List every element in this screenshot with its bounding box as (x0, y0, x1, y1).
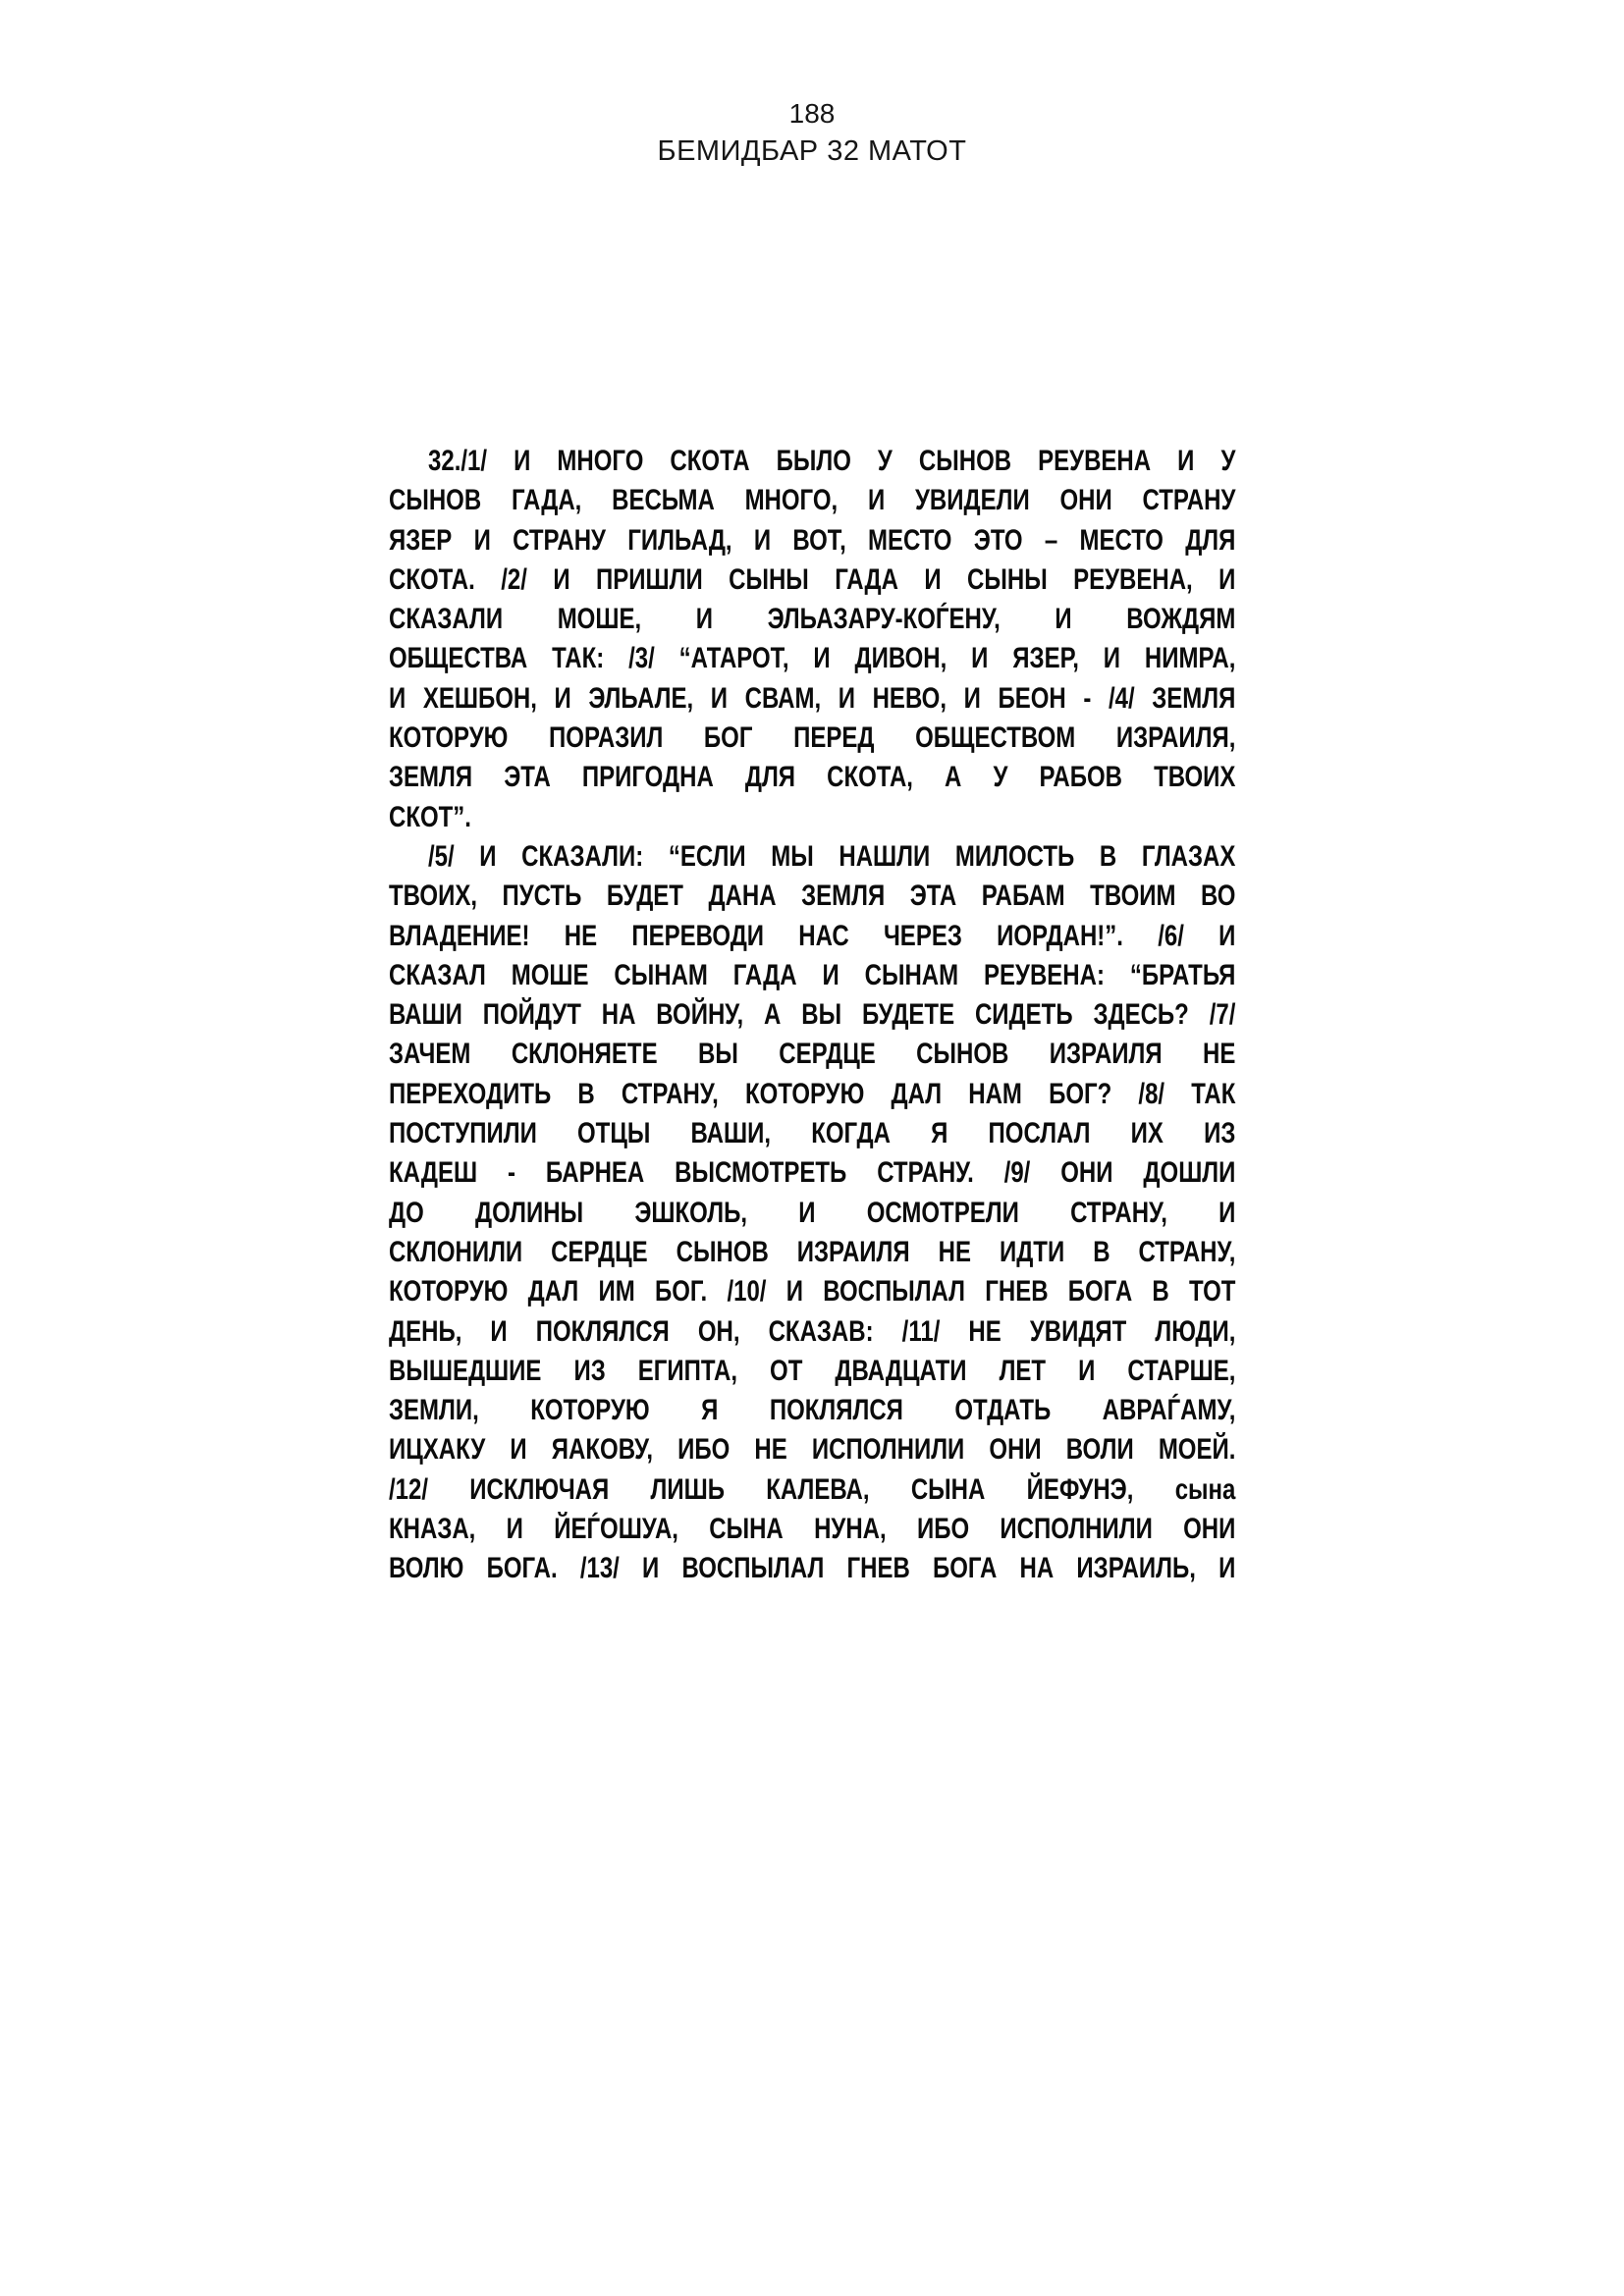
paragraph (389, 442, 1235, 837)
text-line: ИЦХАКУ И ЯАКОВУ, ИБО НЕ ИСПОЛНИЛИ ОНИ ВОЛИ МОЕЙ. (389, 1433, 1236, 1467)
text-line: КОТОРУЮ ПОРАЗИЛ БОГ ПЕРЕД ОБЩЕСТВОМ ИЗРАИЛЯ, (389, 721, 1236, 755)
text-line: ПЕРЕХОДИТЬ В СТРАНУ, КОТОРУЮ ДАЛ НАМ БОГ? /8/ ТАК (389, 1077, 1236, 1110)
text-line: ПОСТУПИЛИ ОТЦЫ ВАШИ, КОГДА Я ПОСЛАЛ ИХ ИЗ (389, 1117, 1236, 1150)
text-line: ЗАЧЕМ СКЛОНЯЕТЕ ВЫ СЕРДЦЕ СЫНОВ ИЗРАИЛЯ НЕ (389, 1038, 1236, 1071)
text-line: СЫНОВ ГАДА, ВЕСЬМА МНОГО, И УВИДЕЛИ ОНИ СТРАНУ (389, 484, 1236, 517)
text-line: ВОЛЮ БОГА. /13/ И ВОСПЫЛАЛ ГНЕВ БОГА НА ИЗРАИЛЬ, И (389, 1552, 1236, 1585)
text-line: СКАЗАЛИ МОШЕ, И ЭЛЬАЗАРУ-КОЃЕНУ, И ВОЖДЯМ (389, 603, 1236, 636)
text-line: ВЛАДЕНИЕ! НЕ ПЕРЕВОДИ НАС ЧЕРЕЗ ИОРДАН!”. /6/ И (389, 919, 1236, 952)
text-line: И ХЕШБОН, И ЭЛЬАЛЕ, И СВАМ, И НЕВО, И БЕОН - /4/ ЗЕМЛЯ (389, 681, 1236, 715)
text-line: ДО ДОЛИНЫ ЭШКОЛЬ, И ОСМОТРЕЛИ СТРАНУ, И (389, 1196, 1236, 1229)
text-line: ВЫШЕДШИЕ ИЗ ЕГИПТА, ОТ ДВАДЦАТИ ЛЕТ И СТАРШЕ, (389, 1354, 1236, 1387)
text-line: СКОТА. /2/ И ПРИШЛИ СЫНЫ ГАДА И СЫНЫ РЕУВЕНА, И (389, 562, 1236, 596)
text-line: ЗЕМЛИ, КОТОРУЮ Я ПОКЛЯЛСЯ ОТДАТЬ АВРАЃАМУ, (389, 1394, 1236, 1427)
page-number: 188 (788, 98, 836, 129)
text-line: /12/ ИСКЛЮЧАЯ ЛИШЬ КАЛЕВА, СЫНА ЙЕФУНЭ, сына (389, 1472, 1236, 1506)
text-line: КНАЗА, И ЙЕЃОШУА, СЫНА НУНА, ИБО ИСПОЛНИЛИ ОНИ (389, 1513, 1236, 1546)
text-line: КОТОРУЮ ДАЛ ИМ БОГ. /10/ И ВОСПЫЛАЛ ГНЕВ БОГА В ТОТ (389, 1275, 1236, 1308)
text-line: СКАЗАЛ МОШЕ СЫНАМ ГАДА И СЫНАМ РЕУВЕНА: “БРАТЬЯ (389, 958, 1236, 991)
text-line: 32./1/ И МНОГО СКОТА БЫЛО У СЫНОВ РЕУВЕНА И У (428, 445, 1236, 477)
text-block (389, 442, 1235, 1589)
text-line: ДЕНЬ, И ПОКЛЯЛСЯ ОН, СКАЗАВ: /11/ НЕ УВИДЯТ ЛЮДИ, (389, 1314, 1236, 1348)
text-line: /5/ И СКАЗАЛИ: “ЕСЛИ МЫ НАШЛИ МИЛОСТЬ В ГЛАЗАХ (428, 839, 1236, 873)
paragraph (389, 837, 1235, 1589)
text-line: ТВОИХ, ПУСТЬ БУДЕТ ДАНА ЗЕМЛЯ ЭТА РАБАМ ТВОИМ ВО (389, 880, 1236, 913)
text-line: ОБЩЕСТВА ТАК: /3/ “АТАРОТ, И ДИВОН, И ЯЗЕР, И НИМРА, (389, 642, 1236, 675)
text-line: ВАШИ ПОЙДУТ НА ВОЙНУ, А ВЫ БУДЕТЕ СИДЕТЬ ЗДЕСЬ? /7/ (389, 998, 1236, 1032)
text-line: ЯЗЕР И СТРАНУ ГИЛЬАД, И ВОТ, МЕСТО ЭТО – МЕСТО ДЛЯ (389, 523, 1236, 557)
text-line: ЗЕМЛЯ ЭТА ПРИГОДНА ДЛЯ СКОТА, А У РАБОВ ТВОИХ (389, 761, 1236, 794)
text-line: СКЛОНИЛИ СЕРДЦЕ СЫНОВ ИЗРАИЛЯ НЕ ИДТИ В СТРАНУ, (389, 1235, 1236, 1268)
running-header: БЕМИДБАР 32 МАТОТ (657, 135, 967, 167)
text-line: СКОТ”. (389, 800, 471, 833)
text-line: КАДЕШ - БАРНЕА ВЫСМОТРЕТЬ СТРАНУ. /9/ ОНИ ДОШЛИ (389, 1156, 1236, 1190)
